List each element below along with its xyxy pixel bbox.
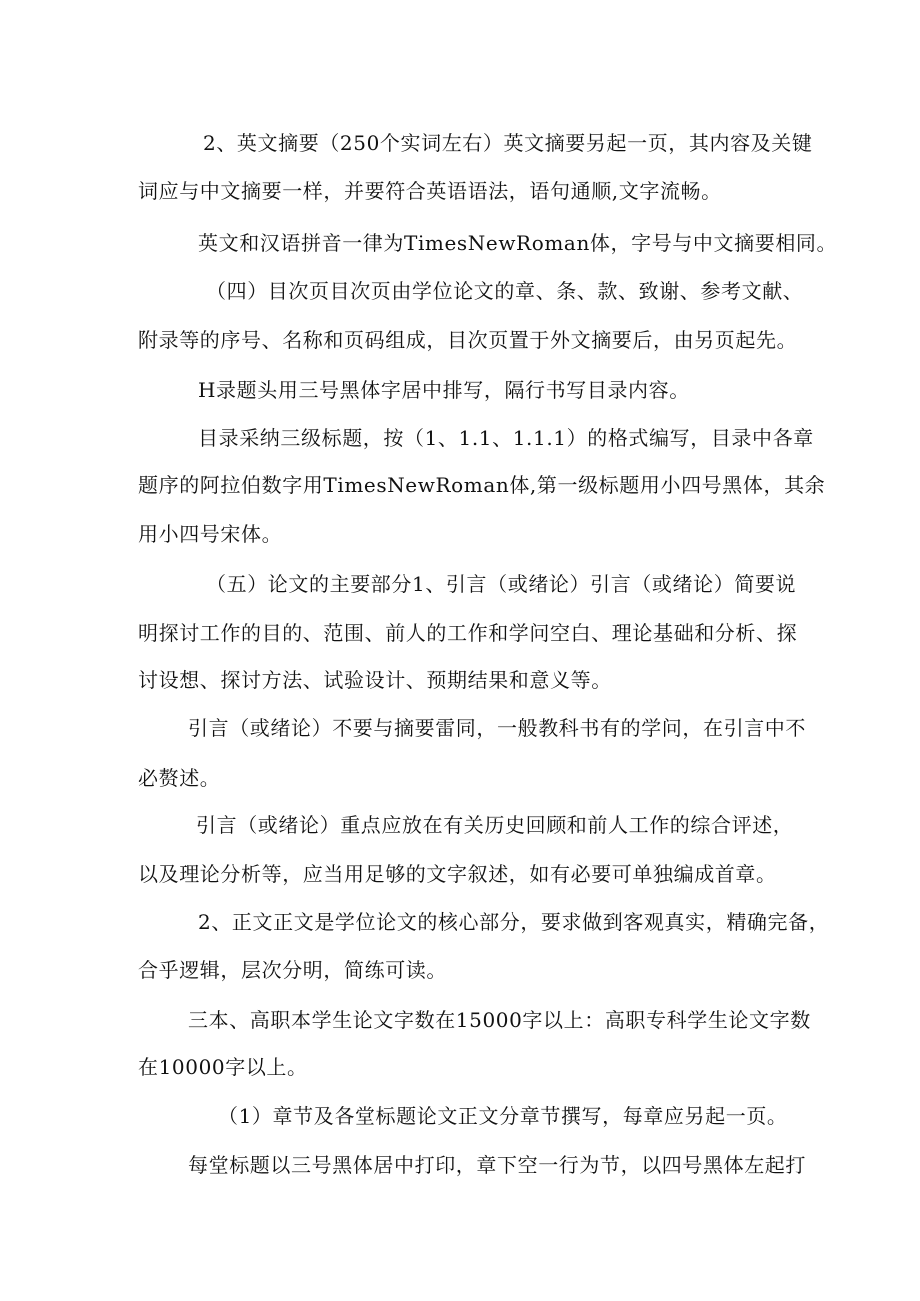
paragraph-line: 英文和汉语拼音一律为TimesNewRoman体，字号与中文摘要相同。 bbox=[198, 231, 838, 255]
paragraph-line: 附录等的序号、名称和页码组成，目次页置于外文摘要后，由另页起先。 bbox=[138, 328, 798, 352]
paragraph-line: 词应与中文摘要一样，并要符合英语语法，语句通顺,文字流畅。 bbox=[138, 179, 722, 203]
paragraph-line: 每堂标题以三号黑体居中打印，章下空一行为节，以四号黑体左起打 bbox=[188, 1153, 806, 1177]
paragraph-line: 三本、高职本学生论文字数在15000字以上：高职专科学生论文字数 bbox=[188, 1008, 811, 1032]
paragraph-line: 明探讨工作的目的、范围、前人的工作和学问空白、理论基础和分析、探 bbox=[138, 621, 798, 645]
paragraph-line: 题序的阿拉伯数字用TimesNewRoman体,第一级标题用小四号黑体，其余 bbox=[138, 473, 826, 497]
paragraph-line: 合乎逻辑，层次分明，简练可读。 bbox=[138, 958, 447, 982]
paragraph-line: 引言（或绪论）不要与摘要雷同，一般教科书有的学问，在引言中不 bbox=[188, 716, 806, 740]
paragraph-line: （1）章节及各堂标题论文正文分章节撰写，每章应另起一页。 bbox=[218, 1104, 788, 1128]
paragraph-line: 引言（或绪论）重点应放在有关历史回顾和前人工作的综合评述， bbox=[196, 813, 794, 837]
paragraph-line: H录题头用三号黑体字居中排写，隔行书写目录内容。 bbox=[198, 378, 690, 402]
paragraph-line: 在10000字以上。 bbox=[138, 1055, 308, 1079]
paragraph-line: 以及理论分析等，应当用足够的文字叙述，如有必要可单独编成首章。 bbox=[138, 862, 777, 886]
paragraph-line: 讨设想、探讨方法、试验设计、预期结果和意义等。 bbox=[138, 668, 612, 692]
paragraph-line: 必赘述。 bbox=[138, 766, 221, 790]
paragraph-line: 2、英文摘要（250个实词左右）英文摘要另起一页，其内容及关键 bbox=[203, 131, 813, 155]
paragraph-line: （四）目次页目次页由学位论文的章、条、款、致谢、参考文献、 bbox=[206, 279, 804, 303]
paragraph-line: （五）论文的主要部分1、引言（或绪论）引言（或绪论）简要说 bbox=[206, 572, 797, 596]
paragraph-line: 用小四号宋体。 bbox=[138, 522, 283, 546]
paragraph-line: 目录采纳三级标题，按（1、1.1、1.1.1）的格式编写，目录中各章 bbox=[198, 426, 814, 450]
paragraph-line: 2、正文正文是学位论文的核心部分，要求做到客观真实，精确完备， bbox=[198, 910, 830, 934]
